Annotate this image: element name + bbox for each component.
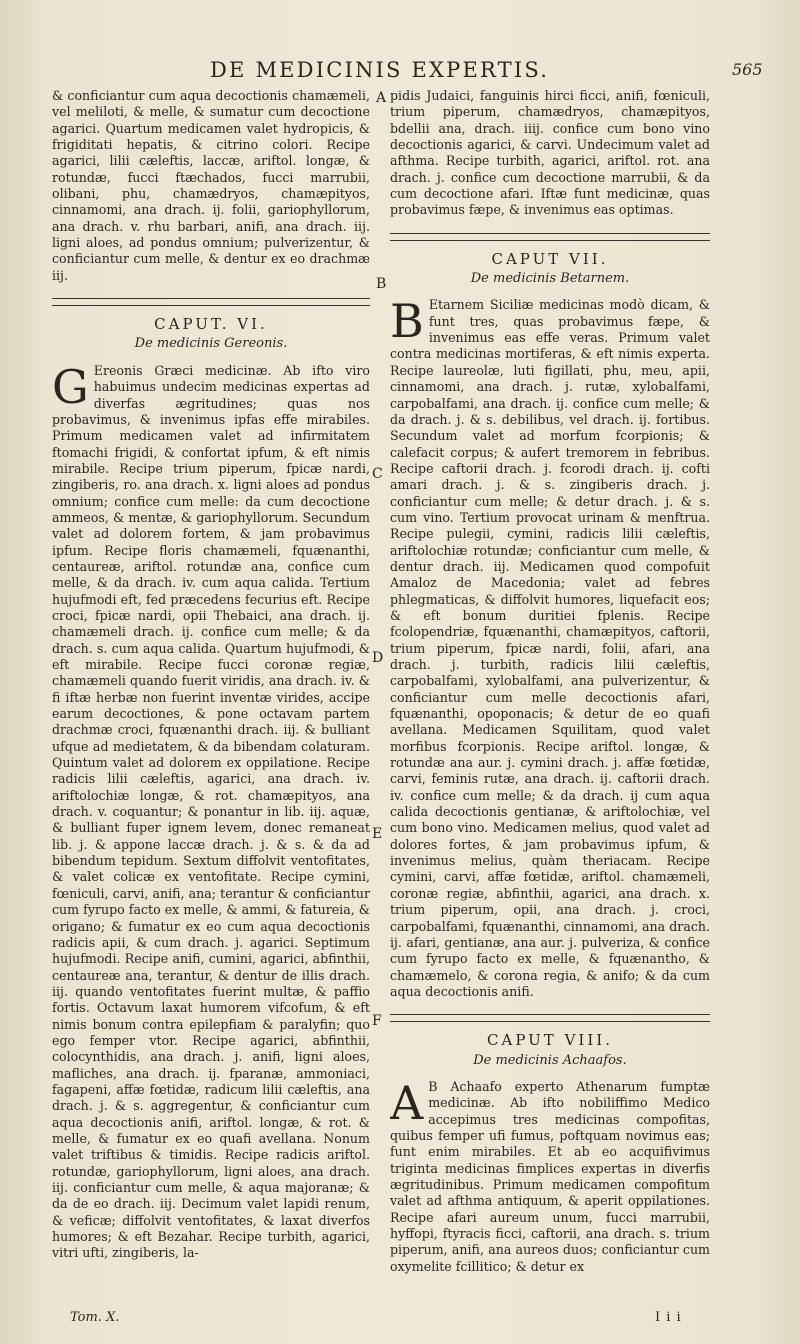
margin-letter-c: C [372, 466, 383, 482]
chapter-viii-text: B Achaafo experto Athenarum fumptæ medicinæ. Ab ifto nobiliffimo Medico accepimus tres medicinas compofitas, quibus femper ufi fumus, poftquam novimus eas; funt enim mirabiles. Et ab eo acquifivimus triginta medicinas fimplices expertas in diverfis ægritudinibus. Primum medicamen compofitum valet ad afthma antiquum, & aperit oppilationes. Recipe afari aureum unum, fucci marrubii, hyffopi, ftyracis ficci, caftorii, ana drach. s. trium piperum, anifi, ana aureos duos; conficiantur cum oxymelite fcillitico; & detur ex [390, 1078, 710, 1274]
drop-cap: B [390, 294, 424, 349]
chapter-rule [390, 1014, 710, 1022]
chapter-vi-body [52, 359, 370, 1262]
chapter-subtitle-viii: De medicinis Achaafos. [473, 1052, 627, 1068]
chapter-heading-vi: CAPUT. VI. [154, 315, 268, 334]
chapter-vii-text: Etarnem Siciliæ medicinas modò dicam, & funt tres, quas probavimus fæpe, & invenimus eas effe veras. Primum valet contra medicinas mortiferas, & eft nimis experta. Recipe laureolæ, luti figillati, phu, meu, apii, cinnamomi, ana drach. j. rutæ, xylobalfami, carpobalfami, ana drach. ij. confice cum melle; & da drach. j. & s. debilibus, vel drach. ij. fortibus. Secundum valet ad morfum fcorpionis; & calefacit corpus; & aufert tremorem in febribus. Recipe caftorii drach. j. fcorodi drach. ij. cofti amari drach. j. & s. zingiberis drach. j. conficiantur cum melle; & detur drach. j. & s. cum vino. Tertium provocat urinam & menftrua. Recipe pulegii, cymini, radicis lilii cæleftis, ariftolochiæ rotundæ; conficiantur cum melle, & dentur drach. iij. Medicamen quod compofuit Amaloz de Macedonia; valet ad febres phlegmaticas, & diffolvit humores, liquefacit eos; & eft bonum duritiei fplenis. Recipe fcolopendriæ, fquænanthi, chamæpityos, caftorii, trium piperum, fpicæ nardi, folii, afari, ana drach. j. turbith, radicis lilii cæleftis, carpobalfami, xylobalfami, ana pulverizentur, & conficiantur cum melle decoctionis afari, fquænanthi, opoponacis; & detur de eo quafi avellana. Medicamen Squilitam, quod valet morfibus fcorpionis. Recipe ariftol. longæ, & rotundæ ana aur. j. cymini drach. j. affæ fœtidæ, carvi, feminis rutæ, ana drach. ij. caftorii drach. iv. confice cum melle; & da drach. ij cum aqua calida decoctionis gentianæ, & ariftolochiæ, vel cum bono vino. Medicamen melius, quod valet ad dolores fortes, & jam probavimus ipfum, & invenimus melius, quàm theriacam. Recipe cymini, carvi, affæ fœtidæ, ariftol. chamæmeli, coronæ regiæ, abfinthii, agarici, ana drach. x. trium piperum, opii, ana drach. j. croci, carpobalfami, fquænanthi, cinnamomi, ana drach. ij. afari, gentianæ, ana aur. j. pulveriza, & confice cum fyrupo facto ex melle, & fquænantho, & chamæmelo, & corona regia, & anifo; & da cum aqua decoctionis anifi. [390, 297, 710, 999]
running-head [0, 58, 800, 86]
margin-letter-e: E [372, 826, 383, 842]
right-intro-paragraph: pidis Judaici, fanguinis hirci ficci, anifi, fœniculi, trium piperum, chamædryos, chamæpityos, bdellii ana, drach. iiij. confice cum bono vino decoctionis agarici, & carvi. Undecimum valet ad afthma. Recipe turbith, agarici, ariftol. rot. ana drach. j. confice cum decoctione marrubii, & da cum decoctione afari. Iftæ funt medicinæ, quas probavimus fæpe, & invenimus eas optimas. [390, 88, 710, 218]
chapter-subtitle-vi: De medicinis Gereonis. [134, 336, 288, 352]
chapter-rule [52, 298, 370, 306]
chapter-subtitle-vii: De medicinis Betarnem. [470, 271, 630, 287]
margin-letter-b: B [376, 276, 387, 292]
drop-cap: G [52, 359, 89, 414]
running-title: DE MEDICINIS EXPERTIS. [210, 58, 550, 82]
right-column [390, 88, 710, 1310]
left-intro-paragraph: & conficiantur cum aqua decoctionis chamæmeli, vel meliloti, & melle, & sumatur cum decoctione agarici. Quartum medicamen valet hydropicis, & frigiditati hepatis, & citrino colori. Recipe agarici, lilii cæleftis, laccæ, ariftol. longæ, & rotundæ, fucci ftæchados, fucci marrubii, olibani, phu, chamædryos, chamæpityos, cinnamomi, ana drach. ij. folii, gariophyllorum, ana drach. v. rhu barbari, anifi, ana drach. iij. ligni aloes, ad pondus omnium; pulverizentur, & conficiantur cum melle, & dentur ex eo drachmæ iij. [52, 88, 370, 283]
volume-footer: Tom. X. [70, 1310, 120, 1325]
left-column [52, 88, 370, 1310]
chapter-heading-vii: CAPUT VII. [491, 249, 609, 268]
drop-cap: A [390, 1075, 424, 1130]
chapter-vi-text: Ereonis Græci medicinæ. Ab ifto viro habuimus undecim medicinas expertas ad diverfas ægritudines; quas nos probavimus, & invenimus ipfas effe mirabiles. Primum medicamen valet ad infirmitatem ftomachi frigidi, & confortat ipfum, & eft nimis mirabile. Recipe trium piperum, fpicæ nardi, zingiberis, ro. ana drach. x. ligni aloes ad pondus omnium; confice cum melle: da cum decoctione ammeos, & mentæ, & gariophyllorum. Secundum valet ad dolorem fortem, & jam probavimus ipfum. Recipe floris chamæmeli, fquænanthi, centaureæ, ariftol. rotundæ ana, confice cum melle, & da drach. iv. cum aqua calida. Tertium hujufmodi eft, fed præcedens fecurius eft. Recipe croci, fpicæ nardi, opii Thebaici, ana drach. ij. chamæmeli drach. ij. confice cum melle; & da drach. s. cum aqua calida. Quartum hujufmodi, & eft mirabile. Recipe fucci coronæ regiæ, chamæmeli quando fuerit viridis, ana drach. iv. & fi iftæ herbæ non fuerint inventæ virides, accipe earum decoctiones, & pone octavam partem drachmæ croci, fquænanthi drach. iij. & bulliant ufque ad medietatem, & da bibendam colaturam. Quintum valet ad dolorem ex oppilatione. Recipe radicis lilii cæleftis, agarici, ana drach. iv. ariftolochiæ longæ, & rot. chamæpityos, ana drach. v. coquantur; & ponantur in lib. iij. aquæ, & bulliant fuper ignem levem, donec remaneat lib. j. & appone laccæ drach. j. & s. & da ad bibendum tepidum. Sextum diffolvit ventofitates, & valet colicæ ex ventofitate. Recipe cymini, fœniculi, carvi, anifi, ana; terantur & conficiantur cum fyrupo facto ex melle, & ammi, & fatureia, & origano; & fumatur ex eo cum aqua decoctionis radicis apii, & cum drach. j. agarici. Septimum hujufmodi. Recipe anifi, cumini, agarici, abfinthii, centaureæ ana, terantur, & dentur de illis drach. iij. quando ventofitates fuerint multæ, & paffio fortis. Octavum laxat humorem vifcofum, & eft nimis bonum contra epilepfiam & paralyfin; quo ego femper vtor. Recipe agarici, abfinthii, colocynthidis, ana drach. j. anifi, ligni aloes, mafliches, ana drach. ij. fparanæ, ammoniaci, fagapeni, affæ fœtidæ, radicum lilii cæleftis, ana drach. j. & s. aggregentur, & conficiantur cum aqua decoctionis anifi, ariftol. longæ, & rot. & melle, & fumatur ex eo quafi avellana. Nonum valet triftibus & timidis. Recipe radicis ariftol. rotundæ, gariophyllorum, ligni aloes, ana drach. iij. conficiantur cum melle, & aqua majoranæ; & da de eo drach. iij. Decimum valet lapidi renum, & veficæ; diffolvit ventofitates, & laxat diverfos humores; & eft Bezahar. Recipe turbith, agarici, vitri ufti, zingiberis, la- [52, 362, 370, 1261]
signature-mark: I i i [655, 1310, 682, 1325]
chapter-rule [390, 233, 710, 241]
chapter-viii-body [390, 1075, 710, 1275]
margin-letter-a: A [376, 90, 387, 106]
margin-letter-d: D [372, 650, 384, 666]
chapter-heading-viii: CAPUT VIII. [487, 1031, 613, 1050]
margin-letter-f: F [372, 1013, 382, 1029]
chapter-vii-body [390, 294, 710, 1000]
page-number: 565 [732, 60, 763, 79]
